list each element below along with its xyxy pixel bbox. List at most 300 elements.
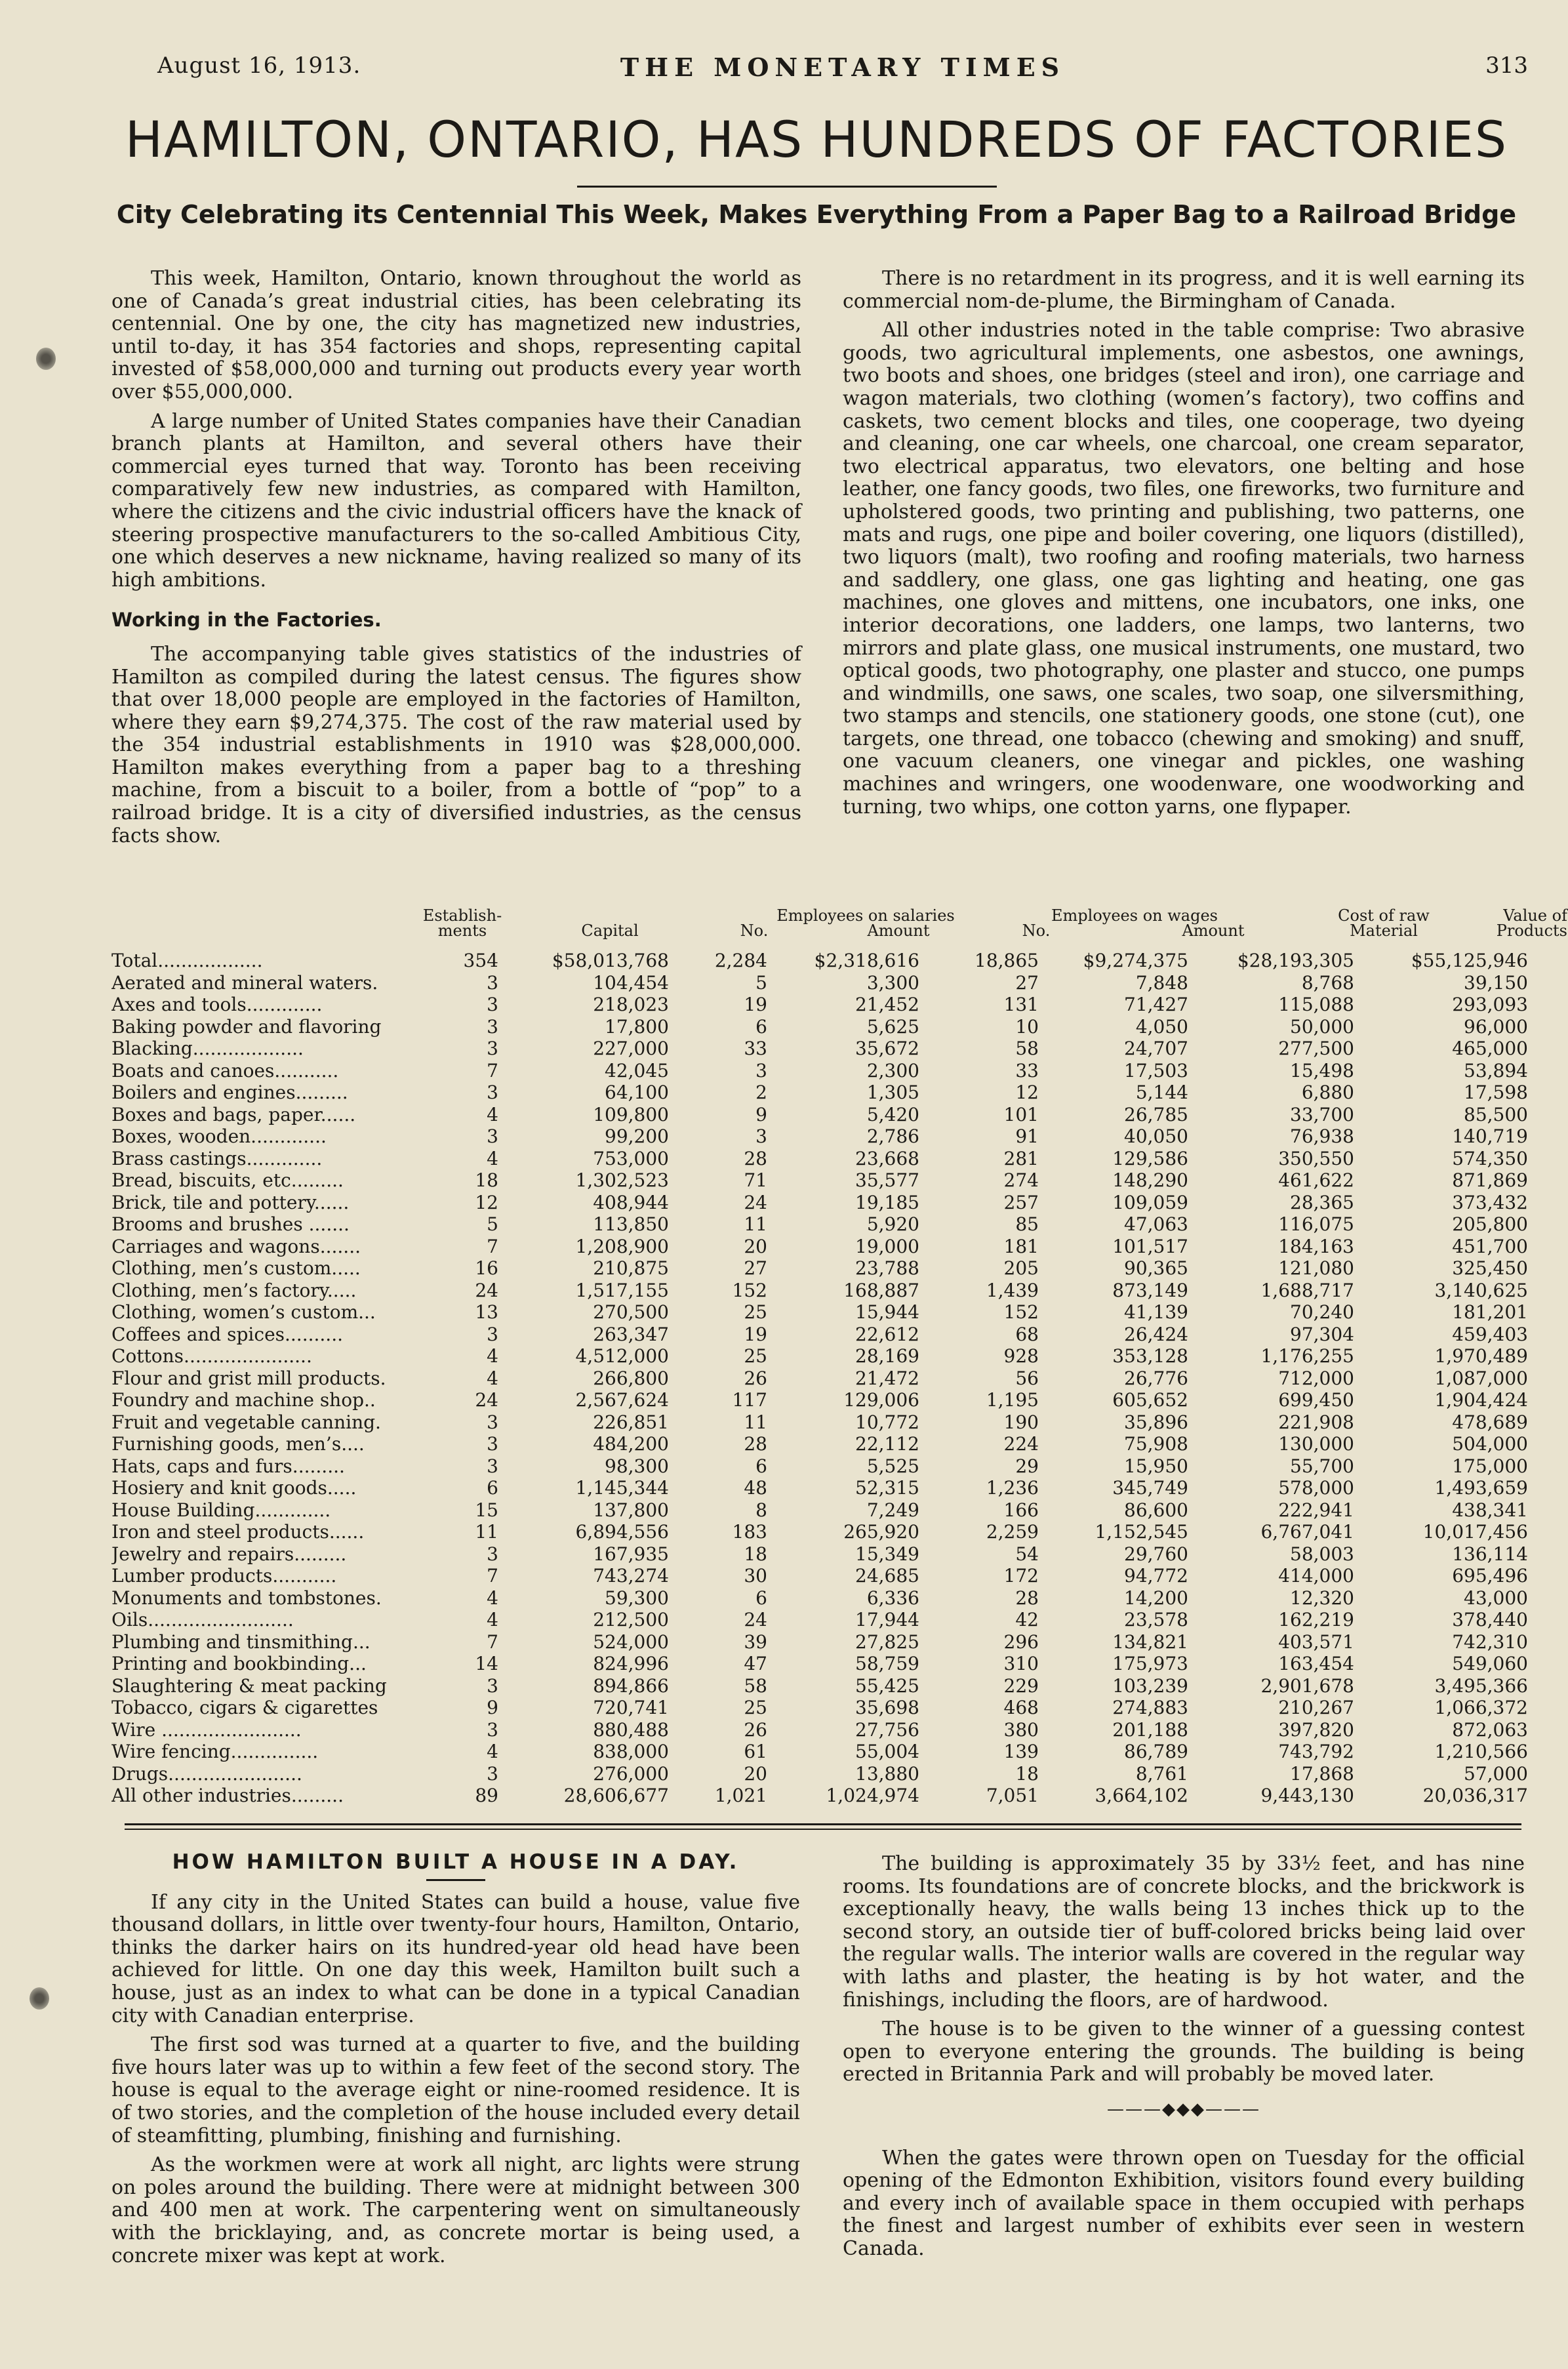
table-cell: 2,901,678 <box>1260 1674 1354 1697</box>
table-cell: 7 <box>487 1235 498 1257</box>
table-cell: 1,021 <box>714 1785 767 1806</box>
binder-hole-top <box>36 348 56 370</box>
table-cell: 18 <box>744 1543 767 1565</box>
table-cell: 578,000 <box>1278 1477 1354 1499</box>
table-cell: $2,318,616 <box>814 950 919 971</box>
table-cell: 524,000 <box>593 1630 669 1653</box>
table-row <box>111 1499 1528 1522</box>
table-cell: $9,274,375 <box>1083 950 1188 971</box>
industry-name: Lumber products........... <box>111 1565 337 1587</box>
industry-name: Boats and canoes........... <box>111 1059 339 1082</box>
industry-name: House Building............. <box>111 1499 331 1521</box>
ornament-divider: ———◆◆◆——— <box>1107 2099 1260 2119</box>
table-row <box>111 1213 1528 1236</box>
table-cell: 270,500 <box>593 1301 669 1323</box>
section-heading: Working in the Factories. <box>111 609 382 632</box>
table-cell: 26 <box>744 1367 767 1389</box>
table-cell: 210,267 <box>1278 1697 1354 1718</box>
table-cell: 56 <box>1015 1367 1039 1389</box>
table-cell: 2,786 <box>866 1125 919 1147</box>
table-cell: 1,439 <box>986 1279 1039 1301</box>
table-cell: 15,498 <box>1290 1059 1354 1082</box>
table-cell: 378,440 <box>1452 1609 1528 1630</box>
table-cell: 24 <box>744 1191 767 1213</box>
table-cell: 26,424 <box>1124 1323 1188 1345</box>
industry-name: Jewelry and repairs......... <box>111 1543 347 1565</box>
table-cell: 90,365 <box>1124 1257 1188 1279</box>
table-cell: 28,169 <box>855 1345 919 1367</box>
headline: HAMILTON, ONTARIO, HAS HUNDREDS OF FACTORIES <box>125 110 1508 169</box>
table-cell: 266,800 <box>593 1367 669 1389</box>
table-cell: 55,700 <box>1290 1455 1354 1477</box>
page-header <box>157 52 1528 92</box>
issue-date: August 16, 1913. <box>157 52 361 79</box>
table-cell: 16 <box>475 1257 498 1279</box>
table-cell: 1,087,000 <box>1434 1367 1528 1389</box>
table-cell: 15,349 <box>855 1543 919 1565</box>
paragraph: This week, Hamilton, Ontario, known throughout the world as one of Canada’s great industrial cities, has been celebrating its centennial. One by one, the city has magnetized new industries, until to-day, it has 354 factories and shops, representing capital invested of $58,000,000 and turning out products every year worth over $55,000,000. <box>111 267 801 403</box>
table-cell: 5,920 <box>866 1213 919 1235</box>
industry-name: Tobacco, cigars & cigarettes <box>111 1697 378 1718</box>
table-row <box>111 1016 1528 1038</box>
table-cell: 58,759 <box>855 1653 919 1674</box>
table-cell: 183 <box>732 1521 767 1543</box>
table-cell: 695,496 <box>1452 1565 1528 1587</box>
article2-column-1 <box>111 1836 800 2274</box>
table-cell: 928 <box>1003 1345 1039 1367</box>
table-row <box>111 1763 1528 1785</box>
table-row <box>111 1433 1528 1455</box>
col-header-sal-amount: Amount <box>867 921 930 940</box>
table-cell: 24 <box>475 1279 498 1301</box>
table-cell: 894,866 <box>593 1674 669 1697</box>
table-cell: 41,139 <box>1124 1301 1188 1323</box>
table-cell: 354 <box>463 950 498 971</box>
table-cell: 2,284 <box>714 950 767 971</box>
table-cell: 162,219 <box>1278 1609 1354 1630</box>
table-cell: 201,188 <box>1112 1718 1188 1741</box>
table-cell: 4 <box>487 1587 498 1609</box>
table-cell: 403,571 <box>1278 1630 1354 1653</box>
industry-name: Wire ........................ <box>111 1718 302 1741</box>
table-cell: 190 <box>1003 1411 1039 1433</box>
industry-name: Clothing, men’s custom..... <box>111 1257 361 1279</box>
table-row <box>111 1521 1528 1543</box>
industry-name: Boxes and bags, paper...... <box>111 1103 356 1125</box>
table-cell: 408,944 <box>593 1191 669 1213</box>
table-cell: 85,500 <box>1464 1103 1528 1125</box>
table-cell: 18,865 <box>975 950 1039 971</box>
table-cell: 33 <box>744 1038 767 1059</box>
table-cell: 71,427 <box>1124 994 1188 1015</box>
table-cell: 152 <box>732 1279 767 1301</box>
table-cell: 168,887 <box>843 1279 919 1301</box>
industry-name: Brooms and brushes ....... <box>111 1213 350 1235</box>
table-cell: 699,450 <box>1278 1389 1354 1411</box>
table-cell: 26,776 <box>1124 1367 1188 1389</box>
table-cell: 52,315 <box>855 1477 919 1499</box>
table-cell: 1,152,545 <box>1095 1521 1188 1543</box>
table-cell: 13,880 <box>855 1762 919 1785</box>
table-cell: 58,003 <box>1290 1543 1354 1565</box>
table-cell: 414,000 <box>1278 1565 1354 1587</box>
industry-name: Blacking................... <box>111 1038 304 1059</box>
table-cell: 742,310 <box>1452 1630 1528 1653</box>
table-cell: 113,850 <box>593 1213 669 1235</box>
article-column-1 <box>111 268 801 854</box>
industry-name: Foundry and machine shop.. <box>111 1389 376 1411</box>
paragraph: There is no retardment in its progress, and it is well earning its commercial nom-de-plume, the Birmingham of Canada. <box>843 267 1525 313</box>
table-row <box>111 1082 1528 1104</box>
table-cell: 380 <box>1003 1718 1039 1741</box>
table-cell: 226,851 <box>593 1411 669 1433</box>
industry-name: Cottons...................... <box>111 1345 312 1367</box>
table-cell: 1,970,489 <box>1434 1345 1528 1367</box>
table-cell: 296 <box>1003 1630 1039 1653</box>
table-cell: 30 <box>744 1565 767 1587</box>
table-cell: 5 <box>755 971 767 994</box>
table-cell: 136,114 <box>1452 1543 1528 1565</box>
table-cell: 5,144 <box>1135 1082 1188 1103</box>
table-cell: 42 <box>1015 1609 1039 1630</box>
table-cell: 23,578 <box>1124 1609 1188 1630</box>
table-cell: 3 <box>487 1125 498 1147</box>
table-cell: 873,149 <box>1112 1279 1188 1301</box>
table-row <box>111 1038 1528 1060</box>
table-cell: 14 <box>475 1653 498 1674</box>
table-cell: 743,792 <box>1278 1741 1354 1762</box>
table-cell: 2,300 <box>866 1059 919 1082</box>
table-cell: 20 <box>744 1235 767 1257</box>
table-cell: 39,150 <box>1464 971 1528 994</box>
table-cell: 325,450 <box>1452 1257 1528 1279</box>
table-cell: 101,517 <box>1112 1235 1188 1257</box>
table-cell: 3,300 <box>866 971 919 994</box>
table-cell: 27 <box>1015 971 1039 994</box>
table-cell: 3 <box>487 1015 498 1038</box>
table-cell: 6,336 <box>866 1587 919 1609</box>
table-cell: 25 <box>744 1301 767 1323</box>
table-cell: 15,950 <box>1124 1455 1188 1477</box>
table-cell: 27 <box>744 1257 767 1279</box>
table-cell: 48 <box>744 1477 767 1499</box>
table-cell: 1,210,566 <box>1434 1741 1528 1762</box>
statistics-grid <box>111 950 1528 1807</box>
table-cell: 33 <box>1015 1059 1039 1082</box>
table-cell: $55,125,946 <box>1411 950 1528 971</box>
table-cell: 91 <box>1015 1125 1039 1147</box>
table-cell: 25 <box>744 1345 767 1367</box>
table-cell: 130,000 <box>1278 1433 1354 1455</box>
table-row <box>111 1148 1528 1170</box>
table-cell: 227,000 <box>593 1038 669 1059</box>
table-cell: 20,036,317 <box>1422 1785 1528 1806</box>
table-cell: 139 <box>1003 1741 1039 1762</box>
table-cell: 871,869 <box>1452 1169 1528 1191</box>
table-cell: 22,612 <box>855 1323 919 1345</box>
industry-name: Furnishing goods, men’s.... <box>111 1433 365 1455</box>
table-cell: 134,821 <box>1112 1630 1188 1653</box>
paragraph: The accompanying table gives statistics of the industries of Hamilton as compiled during the latest census. The figures show that over 18,000 people are employed in the factories of Hamilton, where they earn $9,274,375. The cost of the raw material used by the 354 industrial establishments in 1910 was $28,000,000. Hamilton makes everything from a paper bag to a threshing machine, from a biscuit to a boiler, from a bottle of “pop” to a railroad bridge. It is a city of diversified industries, as the census facts show. <box>111 642 801 847</box>
table-cell: 3 <box>487 1762 498 1785</box>
table-cell: 281 <box>1003 1147 1039 1169</box>
table-cell: 26,785 <box>1124 1103 1188 1125</box>
section-divider <box>125 1829 1521 1830</box>
table-cell: 1,305 <box>866 1082 919 1103</box>
table-cell: 3 <box>487 1433 498 1455</box>
table-cell: 210,875 <box>593 1257 669 1279</box>
table-cell: 172 <box>1003 1565 1039 1587</box>
industry-name: Fruit and vegetable canning. <box>111 1411 381 1433</box>
headline-rule <box>577 186 997 188</box>
table-cell: 3 <box>755 1125 767 1147</box>
industry-name: Brick, tile and pottery...... <box>111 1191 350 1213</box>
table-cell: 103,239 <box>1112 1674 1188 1697</box>
table-cell: 19 <box>744 1323 767 1345</box>
table-cell: 15 <box>475 1499 498 1521</box>
table-cell: 7 <box>487 1059 498 1082</box>
table-cell: 116,075 <box>1278 1213 1354 1235</box>
table-cell: 68 <box>1015 1323 1039 1345</box>
table-cell: 2,259 <box>986 1521 1039 1543</box>
page-number: 313 <box>1485 52 1528 79</box>
table-cell: 397,820 <box>1278 1718 1354 1741</box>
table-cell: 21,472 <box>855 1367 919 1389</box>
table-cell: 3,140,625 <box>1434 1279 1528 1301</box>
table-cell: 221,908 <box>1278 1411 1354 1433</box>
table-cell: 263,347 <box>593 1323 669 1345</box>
industry-name: Slaughtering & meat packing <box>111 1674 387 1697</box>
table-cell: 478,689 <box>1452 1411 1528 1433</box>
table-row <box>111 1609 1528 1631</box>
table-row <box>111 1565 1528 1587</box>
table-cell: 276,000 <box>593 1762 669 1785</box>
table-cell: 720,741 <box>593 1697 669 1718</box>
col-header-sal-no: No. <box>740 921 769 940</box>
table-cell: 274 <box>1003 1169 1039 1191</box>
table-cell: 5 <box>487 1213 498 1235</box>
table-cell: 6,767,041 <box>1260 1521 1354 1543</box>
table-cell: 461,622 <box>1278 1169 1354 1191</box>
table-cell: 5,525 <box>866 1455 919 1477</box>
table-cell: 99,200 <box>605 1125 669 1147</box>
col-header-wag-amount: Amount <box>1182 921 1245 940</box>
industry-name: Aerated and mineral waters. <box>111 971 378 994</box>
subheadline: City Celebrating its Centennial This Week, Makes Everything From a Paper Bag to a Railroad Bridge <box>116 200 1517 229</box>
table-cell: 54 <box>1015 1543 1039 1565</box>
table-cell: 129,006 <box>843 1389 919 1411</box>
table-row <box>111 994 1528 1016</box>
table-cell: 70,240 <box>1290 1301 1354 1323</box>
table-cell: 7 <box>487 1630 498 1653</box>
table-row <box>111 1697 1528 1719</box>
industry-name: Hats, caps and furs......... <box>111 1455 345 1477</box>
table-cell: 1,493,659 <box>1434 1477 1528 1499</box>
table-cell: 58 <box>744 1674 767 1697</box>
table-row <box>111 1587 1528 1610</box>
table-cell: 1,517,155 <box>575 1279 669 1301</box>
col-header-raw-material: Cost of raw Material <box>1338 906 1430 940</box>
table-cell: 28 <box>1015 1587 1039 1609</box>
table-row <box>111 1653 1528 1675</box>
table-cell: 4 <box>487 1103 498 1125</box>
table-row <box>111 1367 1528 1390</box>
table-cell: 175,973 <box>1112 1653 1188 1674</box>
table-row <box>111 1280 1528 1302</box>
table-row <box>111 1455 1528 1478</box>
table-cell: 293,093 <box>1452 994 1528 1015</box>
table-cell: 1,024,974 <box>826 1785 919 1806</box>
table-cell: 3 <box>487 1674 498 1697</box>
table-cell: 10,017,456 <box>1422 1521 1528 1543</box>
table-cell: 7,051 <box>986 1785 1039 1806</box>
col-header-value: Value of Products <box>1496 906 1567 940</box>
table-cell: 5,625 <box>866 1015 919 1038</box>
table-cell: 3 <box>755 1059 767 1082</box>
industry-name: Baking powder and flavoring <box>111 1015 382 1038</box>
table-cell: 64,100 <box>605 1082 669 1103</box>
table-cell: 205,800 <box>1452 1213 1528 1235</box>
table-cell: 1,688,717 <box>1260 1279 1354 1301</box>
table-cell: 58 <box>1015 1038 1039 1059</box>
table-cell: 50,000 <box>1290 1015 1354 1038</box>
table-cell: 3 <box>487 1718 498 1741</box>
section-divider <box>125 1823 1521 1825</box>
table-cell: 28 <box>744 1433 767 1455</box>
table-cell: 14,200 <box>1124 1587 1188 1609</box>
industry-name: Printing and bookbinding... <box>111 1653 367 1674</box>
table-cell: 109,800 <box>593 1103 669 1125</box>
table-cell: 10,772 <box>855 1411 919 1433</box>
table-cell: 35,698 <box>855 1697 919 1718</box>
industry-name: Boxes, wooden............. <box>111 1125 327 1147</box>
table-cell: 148,290 <box>1112 1169 1188 1191</box>
table-cell: 53,894 <box>1464 1059 1528 1082</box>
table-row <box>111 1257 1528 1280</box>
table-cell: 121,080 <box>1278 1257 1354 1279</box>
table-cell: 98,300 <box>605 1455 669 1477</box>
table-cell: 4 <box>487 1345 498 1367</box>
paragraph: The building is approximately 35 by 33½ feet, and has nine rooms. Its foundations are of concrete blocks, and the brickwork is exceptionally heavy, the walls being 13 inches thick up to the second story, an outside tier of buff-colored bricks being laid over the regular walls. The interior walls are covered in the regular way with laths and plaster, the heating is by hot water, and the finishings, including the floors, are of hardwood. <box>843 1852 1525 2012</box>
table-row <box>111 950 1528 972</box>
table-cell: 3 <box>487 1543 498 1565</box>
table-row <box>111 1125 1528 1148</box>
table-cell: 33,700 <box>1290 1103 1354 1125</box>
table-cell: 451,700 <box>1452 1235 1528 1257</box>
table-cell: 17,944 <box>855 1609 919 1630</box>
industry-name: Oils......................... <box>111 1609 294 1630</box>
table-cell: 117 <box>732 1389 767 1411</box>
table-cell: 3 <box>487 1455 498 1477</box>
binder-hole-bottom <box>30 1987 49 2010</box>
table-cell: 6 <box>755 1455 767 1477</box>
table-cell: 29 <box>1015 1455 1039 1477</box>
table-cell: 181 <box>1003 1235 1039 1257</box>
table-cell: 465,000 <box>1452 1038 1528 1059</box>
table-cell: 57,000 <box>1464 1762 1528 1785</box>
table-cell: 27,825 <box>855 1630 919 1653</box>
table-cell: 224 <box>1003 1433 1039 1455</box>
table-cell: 549,060 <box>1452 1653 1528 1674</box>
table-cell: 229 <box>1003 1674 1039 1697</box>
table-row <box>111 1389 1528 1411</box>
table-cell: 605,652 <box>1112 1389 1188 1411</box>
table-cell: 4,512,000 <box>575 1345 669 1367</box>
table-cell: $58,013,768 <box>552 950 669 971</box>
table-cell: 6,880 <box>1301 1082 1354 1103</box>
table-cell: 166 <box>1003 1499 1039 1521</box>
table-cell: 47 <box>744 1653 767 1674</box>
table-row <box>111 1741 1528 1763</box>
table-cell: 459,403 <box>1452 1323 1528 1345</box>
table-cell: 310 <box>1003 1653 1039 1674</box>
table-cell: 163,454 <box>1278 1653 1354 1674</box>
table-cell: 12 <box>1015 1082 1039 1103</box>
table-cell: 19,185 <box>855 1191 919 1213</box>
table-cell: 574,350 <box>1452 1147 1528 1169</box>
paragraph: The first sod was turned at a quarter to five, and the building five hours later was up to within a few feet of the second story. The house is equal to the average eight or nine-roomed residence. It is of two stories, and the completion of the house included every detail of steamfitting, plumbing, finishing and furnishing. <box>111 2033 800 2147</box>
table-cell: 19,000 <box>855 1235 919 1257</box>
table-cell: 1,145,344 <box>575 1477 669 1499</box>
table-cell: 4 <box>487 1367 498 1389</box>
table-cell: 6 <box>755 1015 767 1038</box>
table-cell: 27,756 <box>855 1718 919 1741</box>
table-cell: 9 <box>755 1103 767 1125</box>
table-cell: 824,996 <box>593 1653 669 1674</box>
industry-name: Iron and steel products...... <box>111 1521 365 1543</box>
paragraph: The house is to be given to the winner of a guessing contest open to everyone entering the grounds. The building is being erected in Britannia Park and will probably be moved later. <box>843 2017 1525 2086</box>
table-row <box>111 1477 1528 1499</box>
article2-title-rule <box>426 1879 485 1881</box>
table-cell: 29,760 <box>1124 1543 1188 1565</box>
table-cell: 1,195 <box>986 1389 1039 1411</box>
table-cell: 277,500 <box>1278 1038 1354 1059</box>
table-cell: 55,425 <box>855 1674 919 1697</box>
table-cell: 1,302,523 <box>575 1169 669 1191</box>
industry-name: Drugs....................... <box>111 1762 302 1785</box>
industry-name: All other industries......... <box>111 1785 344 1806</box>
table-cell: 43,000 <box>1464 1587 1528 1609</box>
table-cell: 96,000 <box>1464 1015 1528 1038</box>
industry-name: Clothing, men’s factory..... <box>111 1279 357 1301</box>
paragraph: If any city in the United States can build a house, value five thousand dollars, in little over twenty-four hours, Hamilton, Ontario, thinks the darker hairs on its hundred-year old head have been achieved for little. On one day this week, Hamilton built such a house, just as an index to what can be done in a typical Canadian city with Canadian enterprise. <box>111 1890 800 2027</box>
table-cell: 97,304 <box>1290 1323 1354 1345</box>
table-cell: 4 <box>487 1147 498 1169</box>
paragraph: As the workmen were at work all night, arc lights were strung on poles around the building. There were at midnight between 300 and 400 men at work. The carpentering went on simultaneously with the bricklaying, and, as concrete mortar is being used, a concrete mixer was kept at work. <box>111 2153 800 2267</box>
table-cell: 257 <box>1003 1191 1039 1213</box>
table-cell: 175,000 <box>1452 1455 1528 1477</box>
table-cell: 1,066,372 <box>1434 1697 1528 1718</box>
industry-name: Plumbing and tinsmithing... <box>111 1630 371 1653</box>
paragraph: When the gates were thrown open on Tuesday for the official opening of the Edmonton Exhibition, visitors found every building and every inch of available space in them occupied with perhaps the finest and largest number of exhibits ever seen in western Canada. <box>843 2146 1525 2260</box>
table-cell: 25 <box>744 1697 767 1718</box>
table-cell: 880,488 <box>593 1718 669 1741</box>
table-cell: 76,938 <box>1290 1125 1354 1147</box>
table-cell: 24 <box>744 1609 767 1630</box>
industry-name: Brass castings............. <box>111 1147 323 1169</box>
table-cell: 5,420 <box>866 1103 919 1125</box>
table-cell: 17,598 <box>1464 1082 1528 1103</box>
table-cell: 86,600 <box>1124 1499 1188 1521</box>
industry-name: Wire fencing............... <box>111 1741 319 1762</box>
table-cell: 24 <box>475 1389 498 1411</box>
table-row <box>111 1104 1528 1126</box>
table-cell: 47,063 <box>1124 1213 1188 1235</box>
masthead: THE MONETARY TIMES <box>620 52 1066 82</box>
table-cell: 1,236 <box>986 1477 1039 1499</box>
table-row <box>111 1345 1528 1367</box>
table-cell: 71 <box>744 1169 767 1191</box>
